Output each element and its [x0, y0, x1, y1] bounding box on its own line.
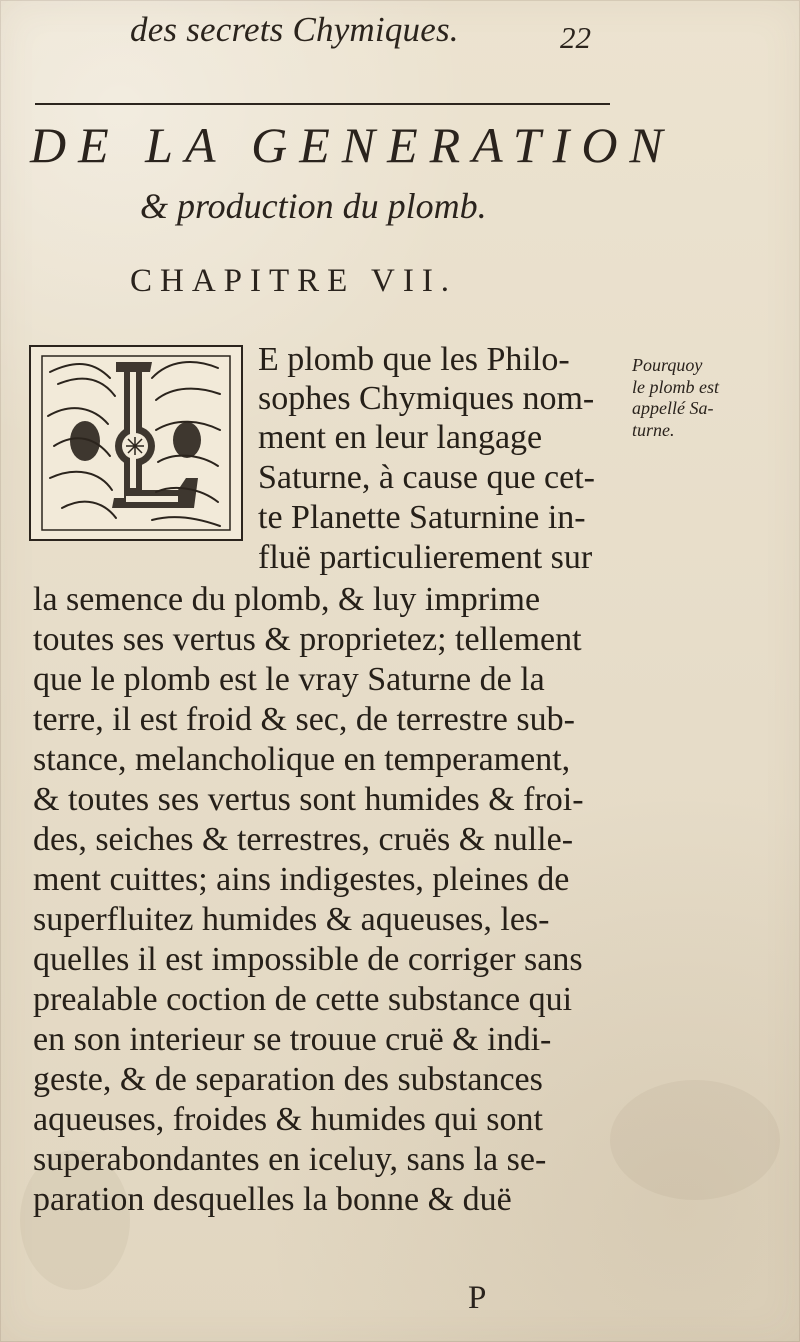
section-title: DE LA GENERATION: [30, 117, 675, 173]
body-line: fluë particulierement sur: [258, 539, 593, 576]
body-line: la semence du plomb, & luy imprime: [33, 581, 541, 618]
margin-note-line: le plomb est: [632, 376, 719, 397]
body-line: Saturne, à cause que cet-: [258, 459, 595, 496]
body-line: toutes ses vertus & proprietez; tellement: [33, 621, 582, 658]
body-line: stance, melancholique en temperament,: [33, 741, 571, 778]
section-subtitle: & production du plomb.: [140, 186, 487, 226]
body-line: des, seiches & terrestres, cruës & nulle-: [33, 821, 574, 858]
margin-note-line: Pourquoy: [632, 355, 703, 375]
body-line: quelles il est impossible de corriger sans: [33, 941, 583, 978]
body-line: & toutes ses vertus sont humides & froi-: [33, 781, 584, 818]
chapter-title: CHAPITRE VII.: [130, 263, 458, 299]
body-line: aqueuses, froides & humides qui sont: [33, 1101, 543, 1138]
body-line: te Planette Saturnine in-: [258, 499, 586, 536]
body-line: en son interieur se trouue cruë & indi-: [33, 1021, 552, 1058]
margin-note-line: appellé Sa-: [632, 398, 714, 419]
page-number: 22: [560, 20, 591, 55]
running-head: des secrets Chymiques.: [130, 10, 459, 49]
body-line: superfluitez humides & aqueuses, les-: [33, 901, 550, 938]
body-line: E plomb que les Philo-: [258, 341, 570, 378]
body-line: terre, il est froid & sec, de terrestre sub-: [33, 701, 575, 738]
body-line: superabondantes en iceluy, sans la se-: [33, 1141, 547, 1178]
catchword: P: [468, 1280, 487, 1316]
margin-note: [632, 355, 772, 441]
margin-note-line: turne.: [632, 419, 675, 440]
body-line: sophes Chymiques nom-: [258, 380, 595, 417]
body-line: geste, & de separation des substances: [33, 1061, 543, 1098]
body-line: prealable coction de cette substance qui: [33, 981, 573, 1018]
body-line: ment en leur langage: [258, 419, 543, 456]
body-line: paration desquelles la bonne & duë: [33, 1181, 512, 1218]
body-line: ment cuittes; ains indigestes, pleines de: [33, 861, 570, 898]
body-line: que le plomb est le vray Saturne de la: [33, 661, 545, 698]
